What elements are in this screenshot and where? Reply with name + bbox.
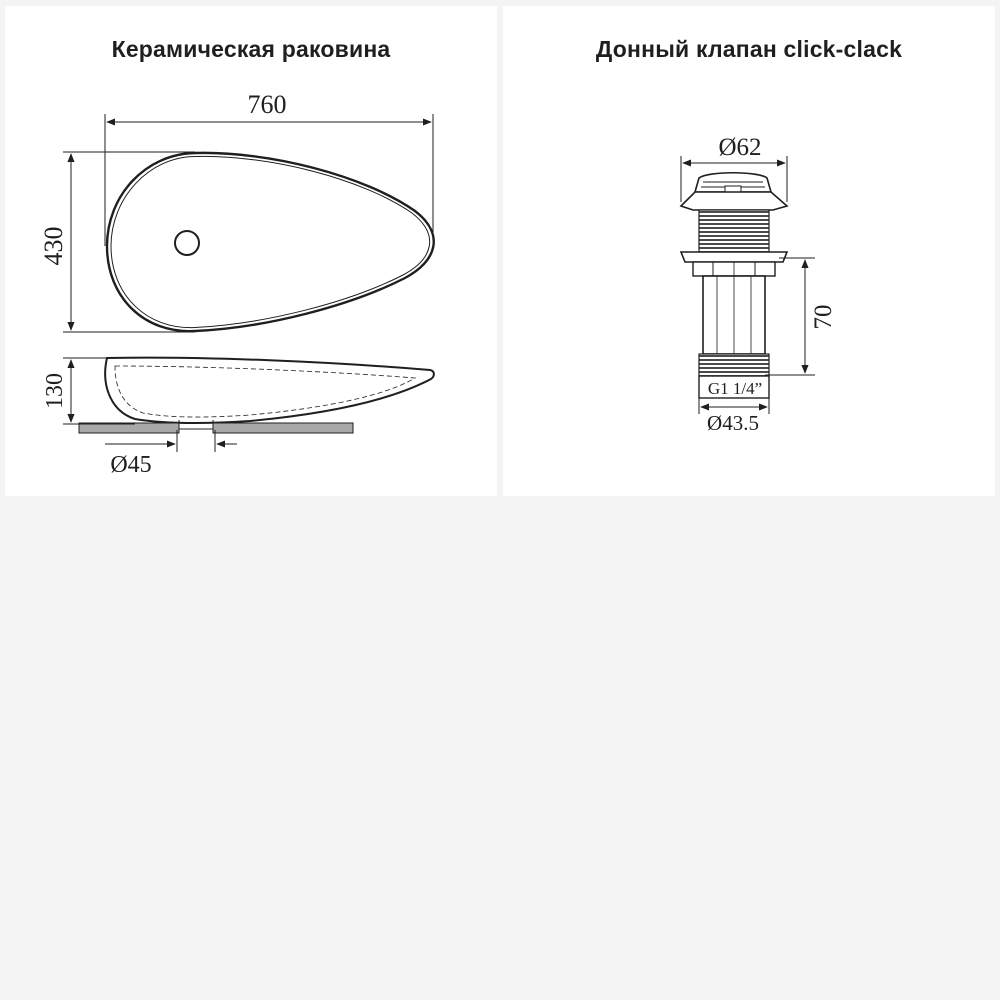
width-label: 760 [247,90,287,119]
bottom-diameter-label: Ø43.5 [707,411,759,435]
depth-dimension [39,152,195,332]
sink-panel [5,6,497,496]
drain-dimension [105,430,237,478]
valve-height-label: 70 [810,304,837,330]
depth-label: 430 [39,226,68,266]
sink-title: Керамическая раковина [111,36,391,62]
upper-thread [699,210,769,252]
top-diameter-label: Ø62 [718,134,762,161]
valve-body [681,173,787,398]
drain-hole [175,231,199,255]
valve-panel [503,6,995,496]
drain-label: Ø45 [110,452,152,478]
valve-title: Донный клапан click-clack [595,36,903,62]
sink-side-view [79,358,434,433]
valve-drawing [503,6,995,496]
thread-label: G1 1/4” [707,379,763,398]
height-label: 130 [42,373,68,409]
sink-top-view [107,153,434,331]
bottom-diameter-dimension [699,398,769,435]
valve-height-dimension [765,258,837,375]
lower-thread [699,354,769,376]
sink-drawing [5,6,497,496]
countertop-right [213,423,353,433]
